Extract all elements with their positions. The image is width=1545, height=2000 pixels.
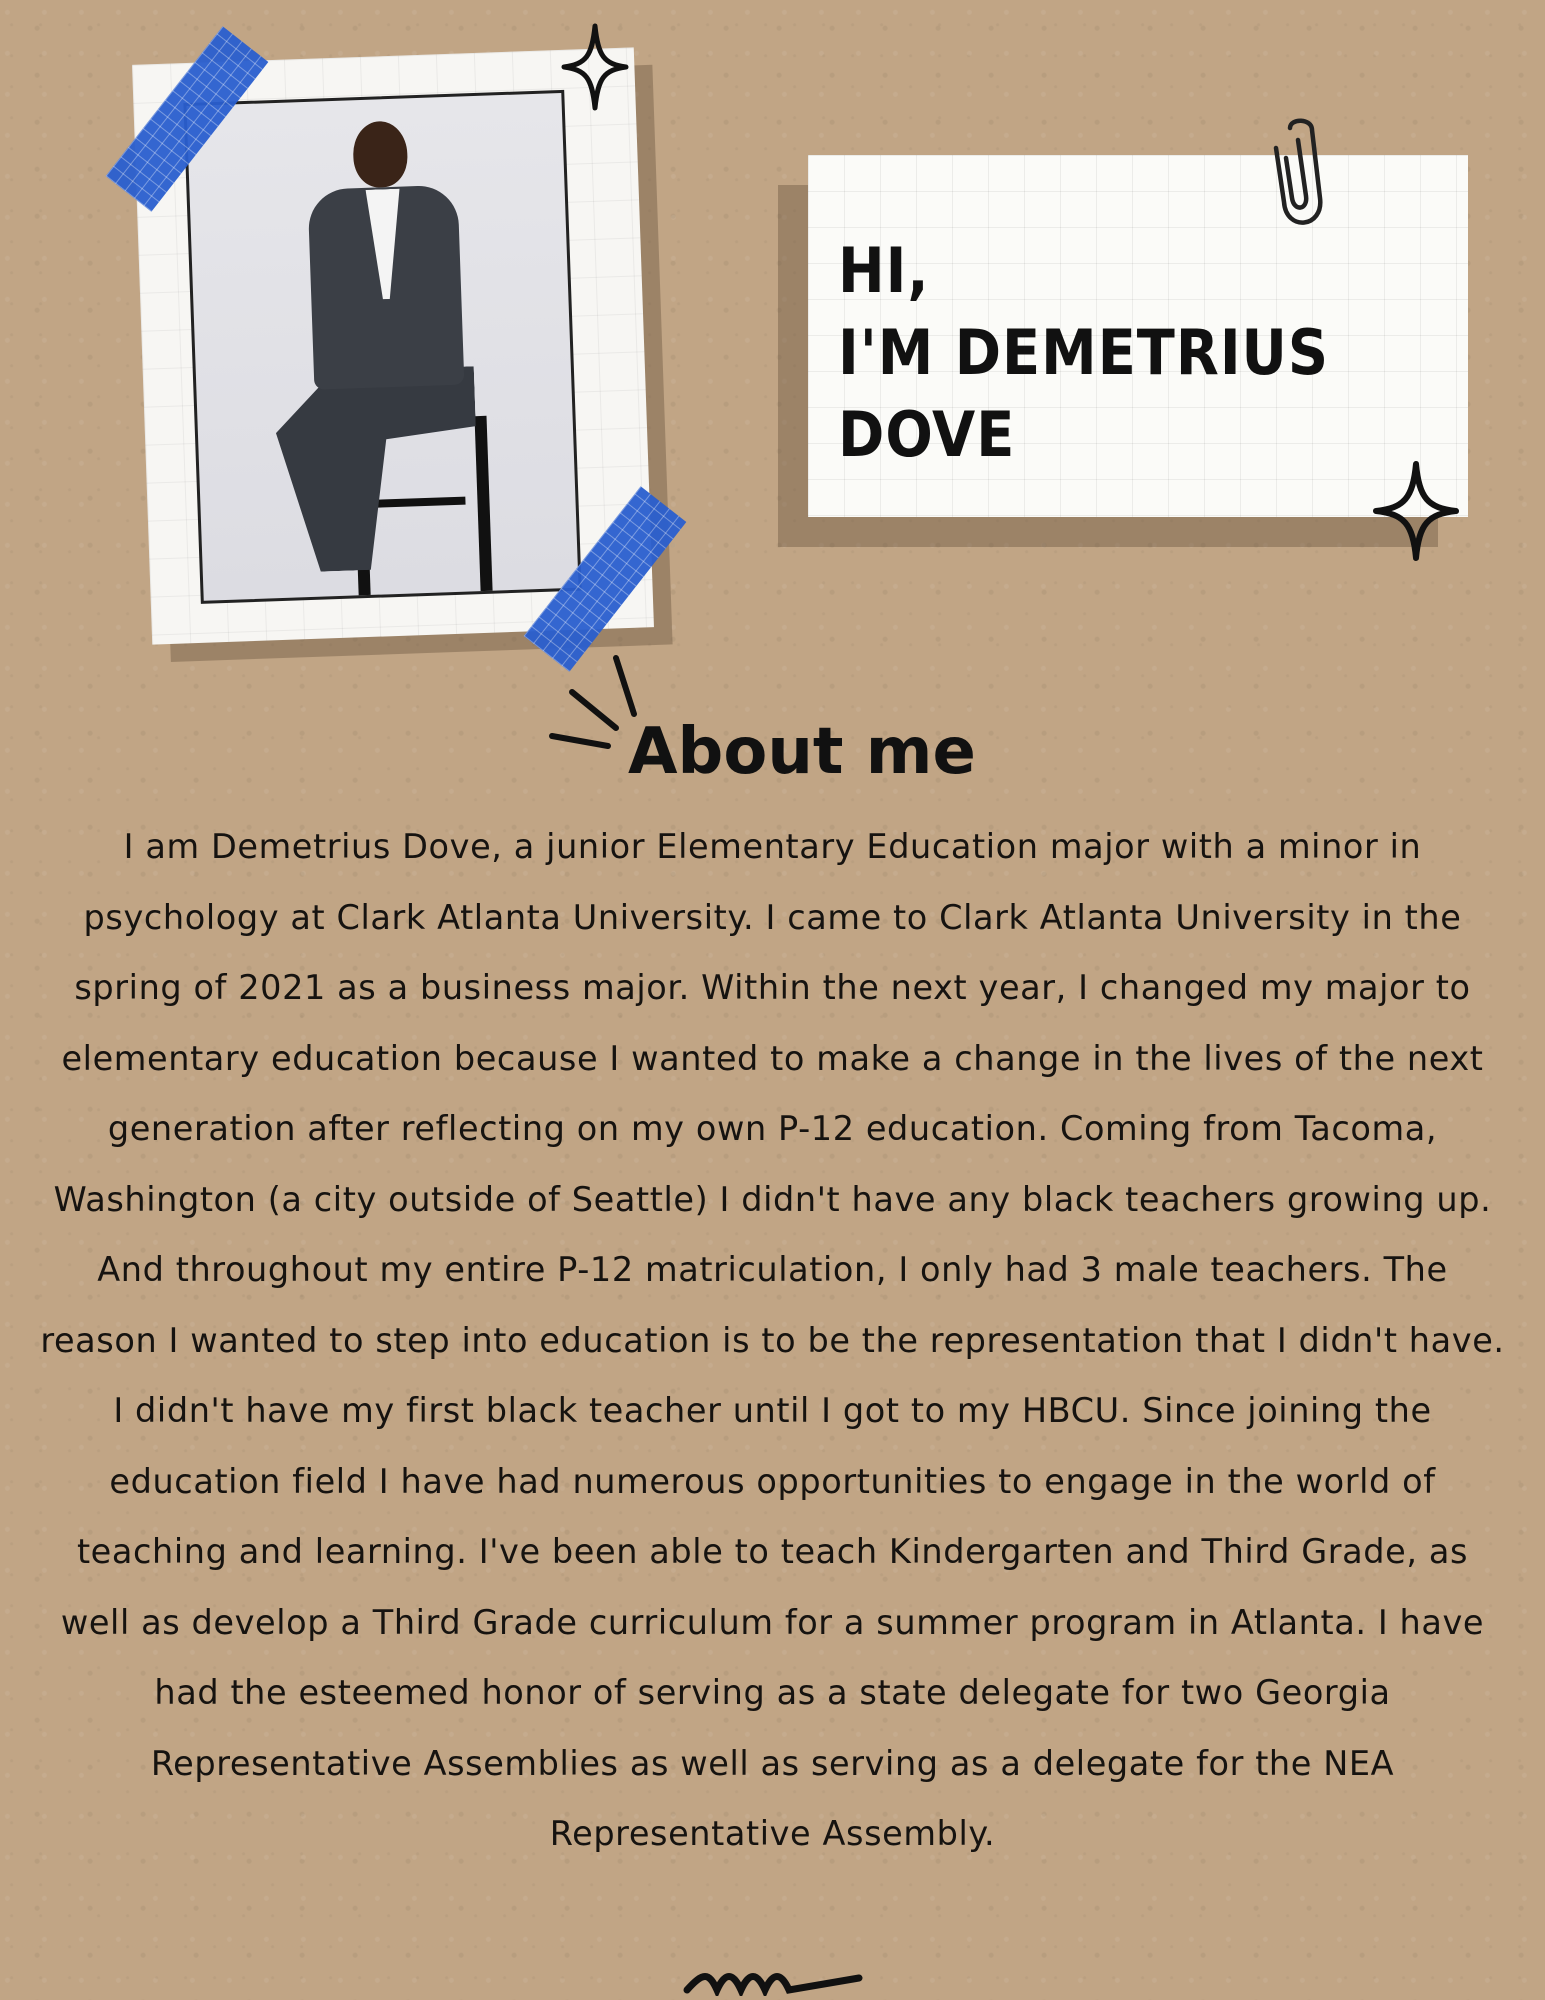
greeting-line-1: HI, (838, 234, 930, 307)
about-heading: About me (628, 715, 976, 789)
portrait-photo (183, 90, 581, 604)
sparkle-icon (560, 22, 630, 112)
greeting-line-2: I'M DEMETRIUS DOVE (838, 315, 1330, 471)
greeting-card (808, 155, 1468, 517)
greeting-title (838, 230, 1468, 475)
about-body: I am Demetrius Dove, a junior Elementary Education major with a minor in psychology at Clark Atlanta University. I came to Clark Atlanta University in the spring of 2021 as a business major. Within the next year, I changed my major to elementary education because I wanted to make a change in the lives of the next generation after reflecting on my own P-12 education. Coming from Tacoma, Washington (a city outside of Seattle) I didn't have any black teachers growing up. And throughout my entire P-12 matriculation, I only had 3 male teachers. The reason I wanted to step into education is to be the representation that I didn't have. I didn't have my first black teacher until I got to my HBCU. Since joining the education field I have had numerous opportunities to engage in the world of teaching and learning. I've been able to teach Kindergarten and Third Grade, as well as develop a Third Grade curriculum for a summer program in Atlanta. I have had the esteemed honor of serving as a state delegate for two Georgia Representative Assemblies as well as serving as a delegate for the NEA Representative Assembly. (40, 827, 1505, 1853)
squiggle-icon (683, 1970, 863, 1996)
photo-frame (132, 47, 654, 644)
paperclip-icon (1268, 118, 1338, 238)
sparkle-icon (1372, 460, 1460, 562)
person-head (352, 120, 408, 188)
